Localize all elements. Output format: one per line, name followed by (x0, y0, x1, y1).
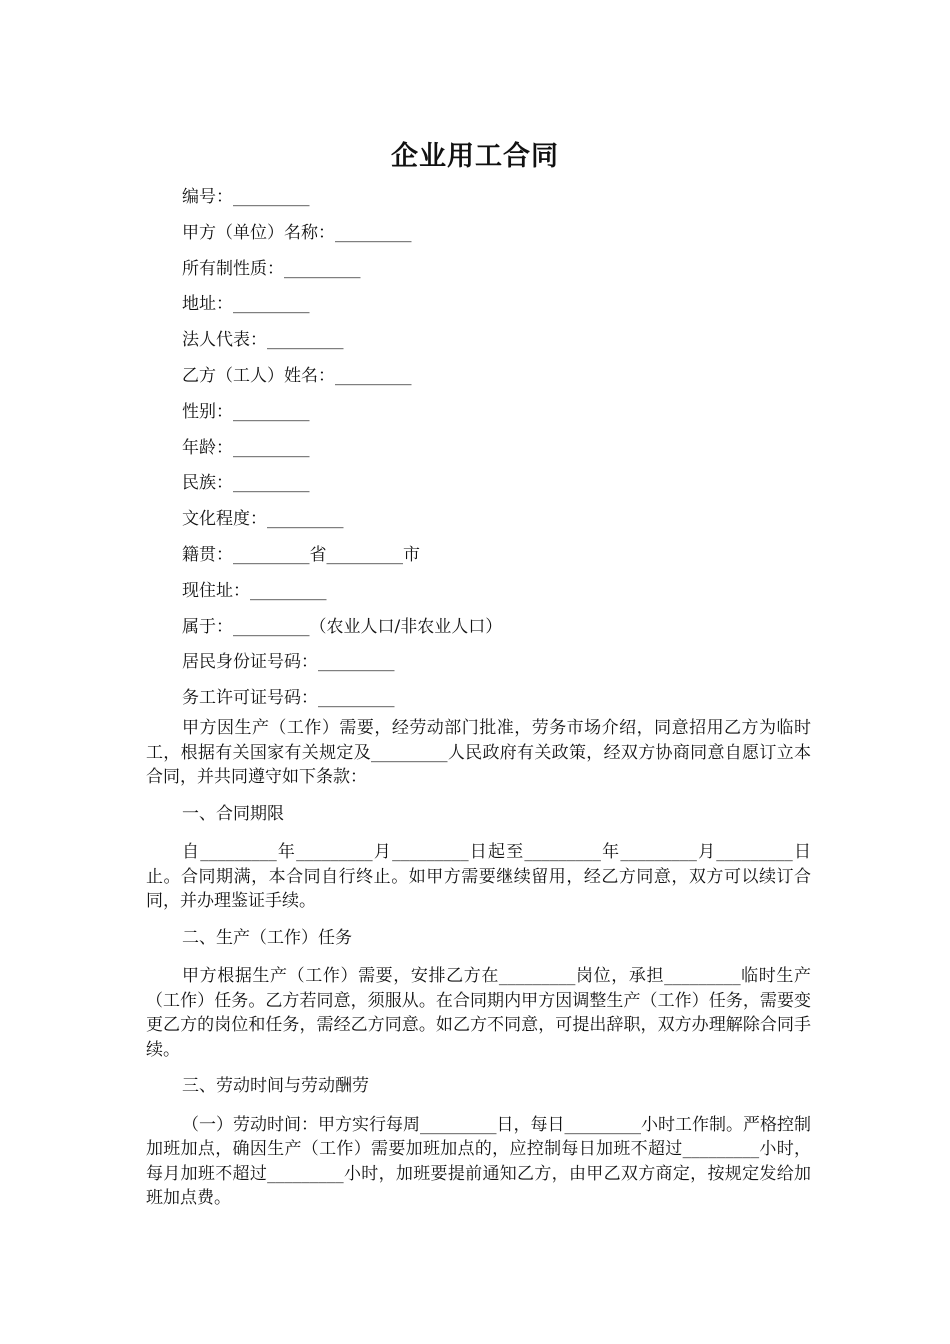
section-2-paragraph: 甲方根据生产（工作）需要，安排乙方在_________岗位，承担_________临时生产（工作）任务。乙方若同意，须服从。在合同期内甲方因调整生产（工作）任务，需要变更乙方的岗位和任务，需经乙方同意。如乙方不同意，可提出辞职，双方办理解除合同手续。 (146, 966, 811, 1060)
field-household-type: 属于：_________（农业人口/非农业人口） (182, 616, 503, 637)
field-party-b-name: 乙方（工人）姓名：_________ (182, 365, 412, 386)
intro-paragraph: 甲方因生产（工作）需要，经劳动部门批准，劳务市场介绍，同意招用乙方为临时工，根据有关国家有关规定及_________人民政府有关政策，经双方协商同意自愿订立本合同，并共同遵守如下条款： (146, 718, 811, 787)
section-3-paragraph: （一）劳动时间：甲方实行每周_________日，每日_________小时工作制。严格控制加班加点，确因生产（工作）需要加班加点的，应控制每日加班不超过_________小时，每月加班不超过_________小时，加班要提前通知乙方，由甲乙双方商定，按规定发给加班加点费。 (146, 1114, 811, 1208)
field-party-a-name: 甲方（单位）名称：_________ (182, 222, 412, 243)
section-1-paragraph: 自_________年_________月_________日起至_________年_________月_________日止。合同期满，本合同自行终止。如甲方需要继续留用，经乙方同意，双方可以续订合同，并办理鉴证手续。 (146, 842, 811, 911)
document-title: 企业用工合同 (391, 141, 559, 172)
field-address: 地址：_________ (182, 294, 310, 315)
field-age: 年龄：_________ (182, 437, 310, 458)
contract-fields (182, 180, 822, 717)
field-current-address: 现住址：_________ (182, 580, 327, 601)
section-1-heading: 一、合同期限 (182, 803, 284, 824)
field-legal-representative: 法人代表：_________ (182, 330, 344, 351)
section-3-heading: 三、劳动时间与劳动酬劳 (182, 1076, 369, 1096)
field-id-number: 居民身份证号码：_________ (182, 652, 395, 673)
field-number: 编号：_________ (182, 187, 310, 207)
section-2-heading: 二、生产（工作）任务 (182, 927, 352, 948)
field-work-permit-number: 务工许可证号码：_________ (182, 688, 395, 709)
contract-body (146, 716, 811, 1223)
field-gender: 性别：_________ (182, 401, 310, 422)
field-education: 文化程度：_________ (182, 509, 344, 530)
field-ownership: 所有制性质：_________ (182, 258, 361, 279)
field-native-place: 籍贯：_________省_________市 (182, 544, 420, 565)
field-ethnicity: 民族：_________ (182, 473, 310, 494)
